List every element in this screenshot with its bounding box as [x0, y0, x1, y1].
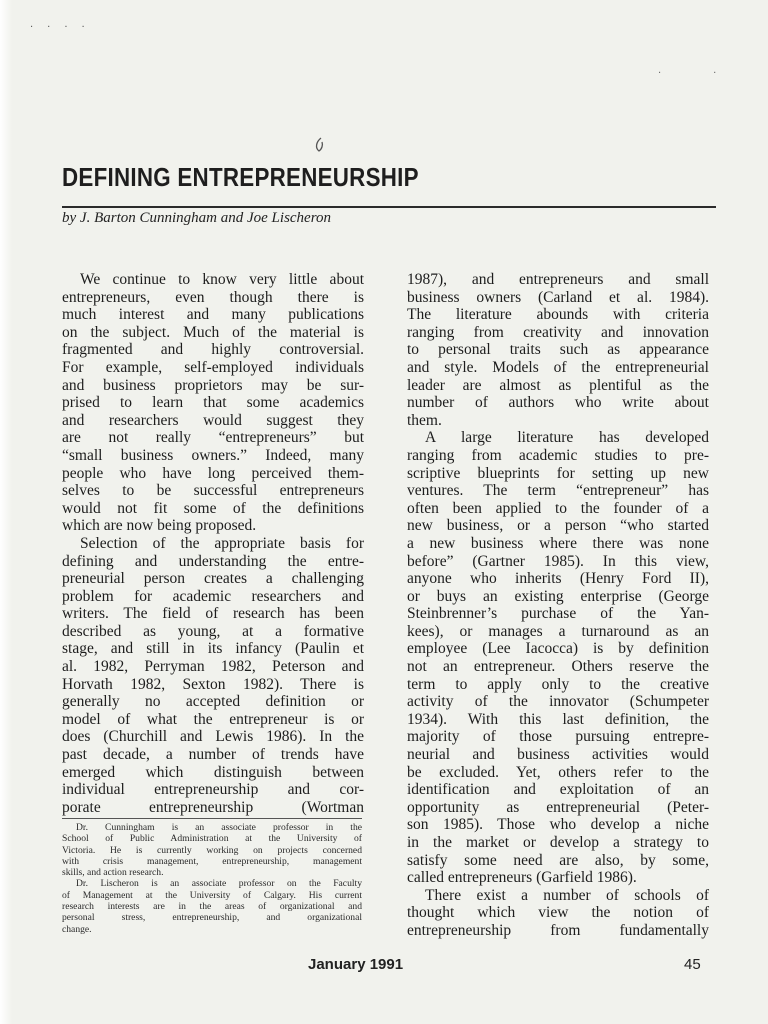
footnote-line: research interests are in the areas of organizational and — [62, 901, 362, 913]
pen-mark-icon — [312, 136, 326, 156]
body-line: neurial and business activities would — [407, 746, 709, 764]
body-line: anyone who inherits (Henry Ford II), — [407, 570, 709, 588]
issue-date: January 1991 — [308, 956, 404, 973]
body-line: satisfy some need are also, by some, — [407, 851, 709, 869]
body-line: number of authors who write about — [407, 394, 709, 412]
body-line: writers. The field of research has been — [62, 605, 364, 623]
body-line: porate entrepreneurship (Wortman — [62, 798, 364, 816]
body-line: 1987), and entrepreneurs and small — [407, 271, 709, 288]
body-line: son 1985). Those who develop a niche — [407, 816, 709, 834]
footnote-line: Dr. Lischeron is an associate professor on the Faculty — [76, 878, 362, 890]
body-line: There exist a number of schools of — [425, 886, 709, 904]
body-line: Horvath 1982, Sexton 1982). There is — [62, 675, 364, 693]
body-line: selves to be successful entrepreneurs — [62, 482, 364, 500]
body-line: 1934). With this last definition, the — [407, 710, 709, 728]
body-line: generally no accepted definition or — [62, 693, 364, 711]
footnote-line: personal stress, entrepreneurship, and organizational — [62, 912, 362, 924]
body-line: kees), or manages a turnaround as an — [407, 622, 709, 640]
body-line: emerged which distinguish between — [62, 763, 364, 781]
body-line: opportunity as entrepreneurial (Peter- — [407, 798, 709, 816]
body-line: ranging from creativity and innovation — [407, 323, 709, 341]
footnote-line: skills, and action research. — [62, 867, 164, 879]
body-line: problem for academic researchers and — [62, 587, 364, 605]
body-line: fragmented and highly controversial. — [62, 341, 364, 359]
body-line: often been applied to the founder of a — [407, 499, 709, 517]
body-line: to personal traits such as appearance — [407, 341, 709, 359]
body-line: “small business owners.” Indeed, many — [62, 446, 364, 464]
footnote-line: change. — [62, 923, 92, 935]
body-line: ventures. The term “entrepreneur” has — [407, 482, 709, 500]
body-line: prised to learn that some academics — [62, 394, 364, 412]
body-line: activity of the innovator (Schumpeter — [407, 693, 709, 711]
body-line: before” (Gartner 1985). In this view, — [407, 552, 709, 570]
scan-specks: ···· — [30, 22, 99, 33]
body-line: thought which view the notion of — [407, 904, 709, 922]
footnote-line: with crisis management, entrepreneurship, management — [62, 855, 362, 867]
body-line: a new business where there was none — [407, 534, 709, 552]
body-line: be excluded. Yet, others refer to the — [407, 763, 709, 781]
body-line: does (Churchill and Lewis 1986). In the — [62, 728, 364, 746]
body-line: The literature abounds with criteria — [407, 306, 709, 324]
body-line: identification and exploitation of an — [407, 781, 709, 799]
scan-edge — [0, 0, 12, 1024]
author-footnotes — [62, 822, 362, 935]
body-line: al. 1982, Perryman 1982, Peterson and — [62, 658, 364, 676]
article-title: DEFINING ENTREPRENEURSHIP — [62, 162, 419, 192]
body-line: scriptive blueprints for setting up new — [407, 464, 709, 482]
body-line: or buys an existing enterprise (George — [407, 587, 709, 605]
body-line: term to apply only to the creative — [407, 675, 709, 693]
footnote-line: School of Public Administration at the University of — [62, 833, 362, 845]
body-line: not an entrepreneur. Others reserve the — [407, 658, 709, 676]
body-line: which are now being proposed. — [62, 517, 257, 535]
body-line: We continue to know very little about — [80, 271, 364, 288]
body-line: would not fit some of the definitions — [62, 499, 364, 517]
footnote-line: of Management at the University of Calgary. His current — [62, 889, 362, 901]
body-line: and researchers would suggest they — [62, 411, 364, 429]
body-line: majority of those pursuing entrepre- — [407, 728, 709, 746]
page-number: 45 — [684, 956, 701, 973]
body-line: people who have long perceived them- — [62, 464, 364, 482]
body-line: them. — [407, 411, 442, 429]
body-line: business owners (Carland et al. 1984). — [407, 288, 709, 306]
body-line: on the subject. Much of the material is — [62, 323, 364, 341]
title-rule — [62, 206, 716, 208]
body-line: individual entrepreneurship and cor- — [62, 781, 364, 799]
body-line: past decade, a number of trends have — [62, 746, 364, 764]
body-line: new business, or a person “who started — [407, 517, 709, 535]
body-line: described as young, at a formative — [62, 622, 364, 640]
body-line: and business proprietors may be sur- — [62, 376, 364, 394]
body-line: called entrepreneurs (Garfield 1986). — [407, 869, 637, 887]
scan-specks-right: ·· — [658, 68, 768, 79]
body-line: Selection of the appropriate basis for — [80, 534, 364, 552]
body-line: are not really “entrepreneurs” but — [62, 429, 364, 447]
footnote-rule — [62, 818, 362, 819]
body-line: employee (Lee Iacocca) is by definition — [407, 640, 709, 658]
body-line: defining and understanding the entre- — [62, 552, 364, 570]
body-line: entrepreneurs, even though there is — [62, 288, 364, 306]
body-line: ranging from academic studies to pre- — [407, 446, 709, 464]
body-line: A large literature has developed — [425, 429, 709, 447]
body-line: leader are almost as plentiful as the — [407, 376, 709, 394]
body-line: and style. Models of the entrepreneurial — [407, 358, 709, 376]
body-line: in the market or develop a strategy to — [407, 834, 709, 851]
footnote-line: Dr. Cunningham is an associate professor in the — [76, 822, 362, 833]
body-column-left — [62, 271, 364, 816]
body-column-right — [407, 271, 709, 940]
body-line: model of what the entrepreneur is or — [62, 710, 364, 728]
body-line: Steinbrenner’s purchase of the Yan- — [407, 605, 709, 623]
body-line: much interest and many publications — [62, 306, 364, 324]
body-line: preneurial person creates a challenging — [62, 570, 364, 588]
footnote-line: Victoria. He is currently working on projects concerned — [62, 844, 362, 856]
article-byline: by J. Barton Cunningham and Joe Lischeron — [62, 210, 331, 226]
body-line: entrepreneurship from fundamentally — [407, 921, 709, 939]
body-line: stage, and still in its infancy (Paulin et — [62, 640, 364, 658]
body-line: For example, self-employed individuals — [62, 358, 364, 376]
